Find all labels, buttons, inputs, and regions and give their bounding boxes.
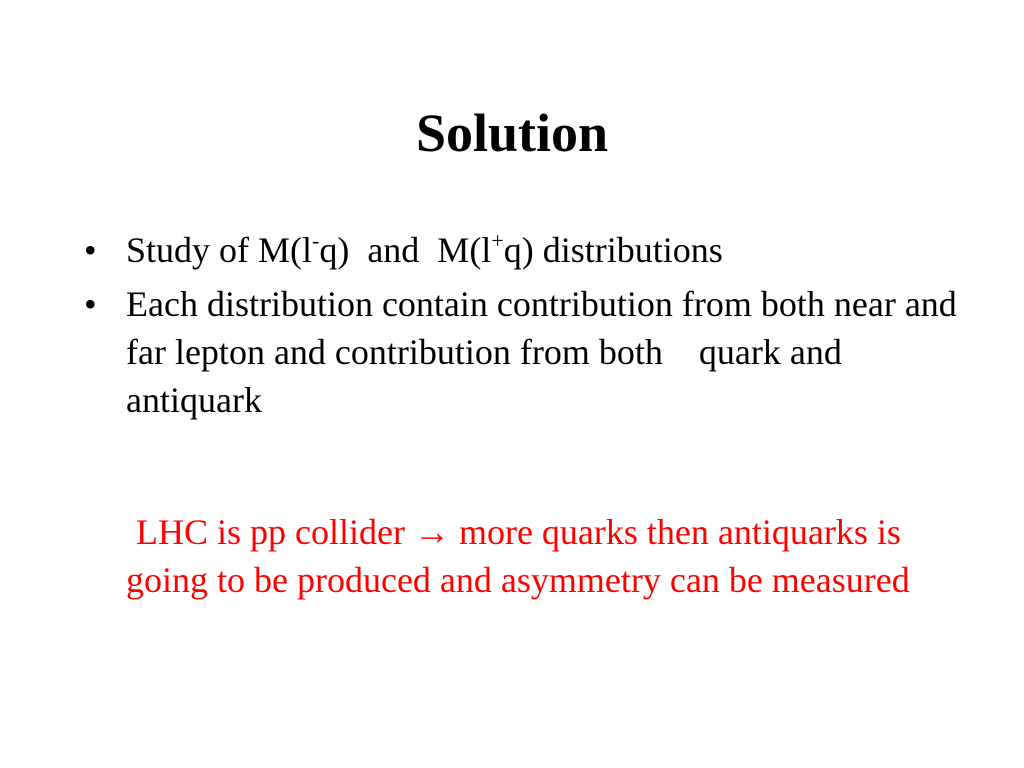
slide-title: Solution (415, 103, 609, 163)
bullet-item-distributions (84, 226, 964, 274)
bullet-item-contributions (84, 280, 964, 424)
superscript-minus: - (312, 228, 320, 253)
superscript-plus: + (491, 228, 504, 253)
bullet-text-part: Study of M(l (126, 230, 313, 270)
lhc-note (126, 508, 946, 604)
bullet-list (84, 226, 964, 430)
bullet-text-part: q) distributions (503, 230, 723, 270)
bullet-marker: • (84, 230, 97, 270)
bullet-text-part: q) and M(l (319, 230, 492, 270)
bullet-marker: • (84, 284, 97, 324)
note-text: LHC is pp collider → more quarks then antiquarks is going to be produced and asymmetry can be measured (126, 512, 910, 600)
bullet-text: Each distribution contain contribution from both near and far lepton and contribution from both quark and antiquark (126, 284, 966, 420)
